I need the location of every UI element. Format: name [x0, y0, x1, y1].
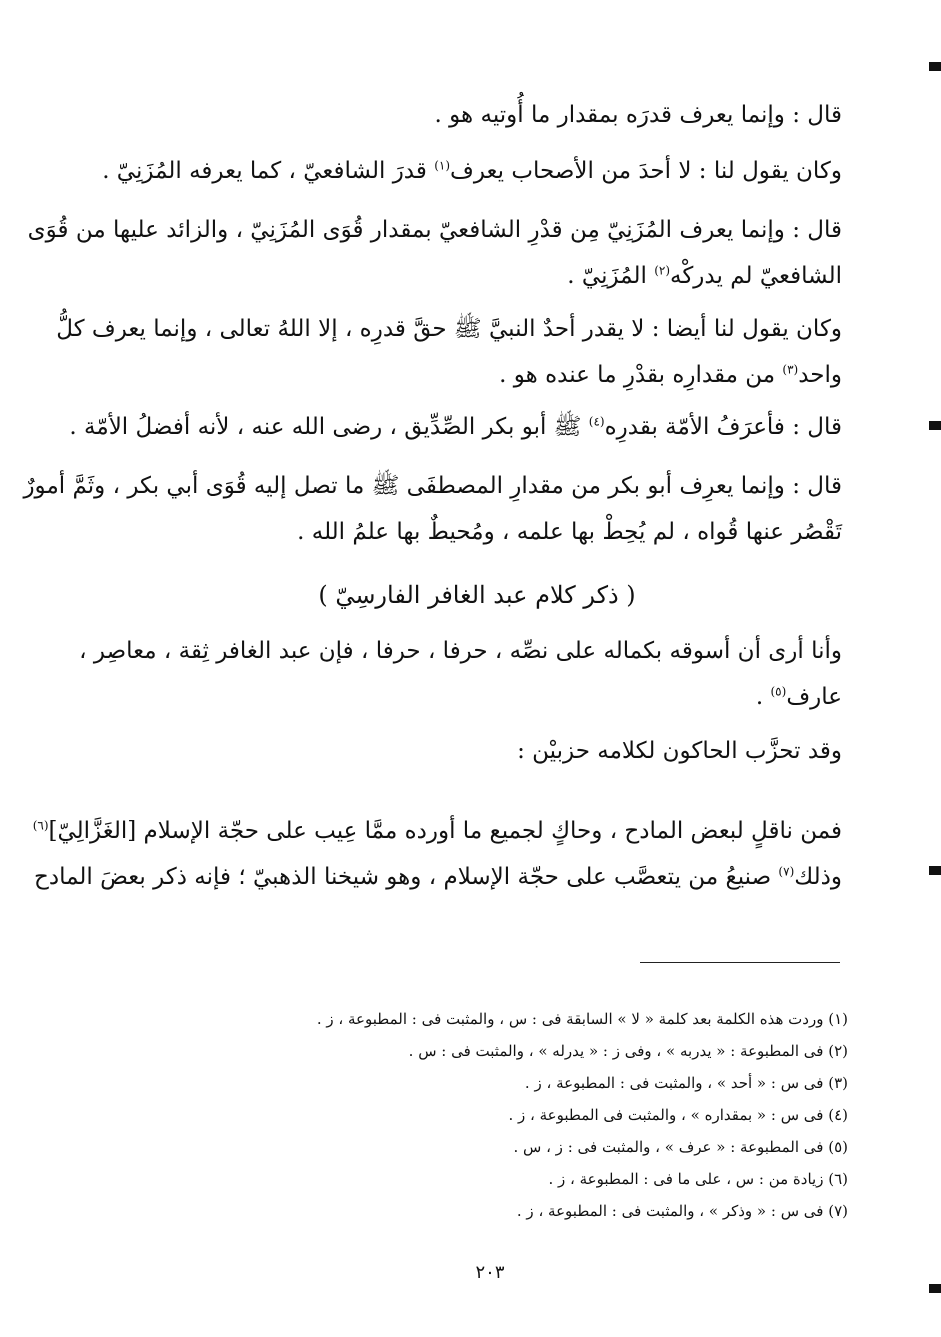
text-line: قال : وإنما يعرِف أبو بكر من مقدارِ المصطفَى ﷺ ما تصل إليه قُوَى أبي بكر ، وثَمَّ أمورٌ	[23, 473, 842, 499]
paragraph	[112, 728, 862, 774]
paragraph	[23, 463, 862, 555]
footnote-ref[interactable]: (٣)	[782, 362, 799, 377]
paragraph	[79, 628, 862, 720]
footnote-separator	[640, 962, 840, 963]
footnote-ref[interactable]: (٢)	[654, 263, 671, 278]
paragraph	[102, 148, 862, 194]
text-line: وكان يقول لنا : لا أحدَ من الأصحاب يعرف$^{(١)}$ قدرَ الشافعيّ ، كما يعرفه المُزَنِيّ .	[102, 158, 842, 184]
footnote: (٧) فى س : « وذكر » ، والمثبت فى : المطبوعة ، ز .	[516, 1202, 848, 1220]
footnote-ref[interactable]: (١)	[434, 158, 451, 173]
text-line: تَقْصُر عنها قُواه ، لم يُحِطْ بها علمه ، ومُحيطٌ بها علمُ الله .	[297, 519, 842, 545]
text-line: قال : وإنما يعرف المُزَنِيّ مِن قدْرِ الشافعيّ بمقدار قُوَى المُزَنِيّ ، والزائد عليها من قُوَى	[27, 217, 842, 243]
footnote: (٤) فى س : « بمقداره » ، والمثبت فى المطبوعة ، ز .	[508, 1106, 848, 1124]
footnote: (٥) فى المطبوعة : « عرف » ، والمثبت فى : ز ، س .	[513, 1138, 848, 1156]
paragraph	[56, 306, 862, 398]
text-line: وأنا أرى أن أسوقه بكماله على نصِّه ، حرفا ، حرفا ، فإن عبد الغافر ثِقة ، معاصِر ،	[79, 638, 842, 664]
footnote-ref[interactable]: (٦)	[32, 818, 49, 833]
text-line: وذلك$^{(٧)}$ صنيعُ من يتعصَّب على حجّة الإسلام ، وهو شيخنا الذهبيّ ؛ فإنه ذكر بعضَ المادح	[34, 864, 842, 890]
paragraph	[27, 207, 862, 299]
page-number: ٢٠٣	[475, 1262, 505, 1283]
footnote: (٦) زيادة من : س ، على ما فى : المطبوعة ، ز .	[548, 1170, 848, 1188]
section-heading: ( ذكر كلام عبد الغافر الفارسِيّ )	[318, 581, 636, 609]
scan-edge-mark	[929, 1284, 941, 1293]
text-line: قال : وإنما يعرف قدرَه بمقدار ما أُوتيه هو .	[434, 102, 842, 128]
text-line: وقد تحزَّب الحاكون لكلامه حزبيْن :	[517, 738, 842, 764]
scan-edge-mark	[929, 866, 941, 875]
paragraph	[112, 92, 862, 138]
footnote-ref[interactable]: (٥)	[770, 684, 787, 699]
text-line: قال : فأعرَفُ الأمّة بقدرِه$^{(٤)}$ ﷺ أبو بكر الصِّدِّيق ، رضى الله عنه ، لأنه أفضلُ الأمّة .	[69, 414, 842, 440]
footnote-ref[interactable]: (٤)	[588, 414, 605, 429]
text-line: وكان يقول لنا أيضا : لا يقدر أحدٌ النبيَّ ﷺ حقَّ قدرِه ، إلا اللهُ تعالى ، وإنما يعرف كلُّ	[56, 316, 842, 342]
footnote-ref[interactable]: (٧)	[778, 864, 795, 879]
footnote: (١) وردت هذه الكلمة بعد كلمة « لا » السابقة فى : س ، والمثبت فى : المطبوعة ، ز .	[316, 1010, 848, 1028]
paragraph	[69, 404, 862, 450]
paragraph	[32, 808, 862, 900]
text-line: فمن ناقلٍ لبعض المادح ، وحاكٍ لجميع ما أورده ممَّا عِيب على حجّة الإسلام [الغَزَّالِيّ]$^{(٦)}$	[32, 818, 842, 844]
text-line: الشافعيّ لم يدركْه$^{(٢)}$ المُزَنِيّ .	[567, 263, 842, 289]
footnotes	[300, 1003, 848, 1227]
footnote: (٣) فى س : « أحد » ، والمثبت فى : المطبوعة ، ز .	[524, 1074, 848, 1092]
scan-edge-mark	[929, 62, 941, 71]
footnote: (٢) فى المطبوعة : « يدربه » ، وفى ز : « يدرله » ، والمثبت فى : س .	[408, 1042, 848, 1060]
text-line: واحد$^{(٣)}$ من مقدارِه بقدْرِ ما عنده هو .	[499, 362, 842, 388]
text-line: عارف$^{(٥)}$ .	[755, 684, 842, 710]
scan-edge-mark	[929, 421, 941, 430]
